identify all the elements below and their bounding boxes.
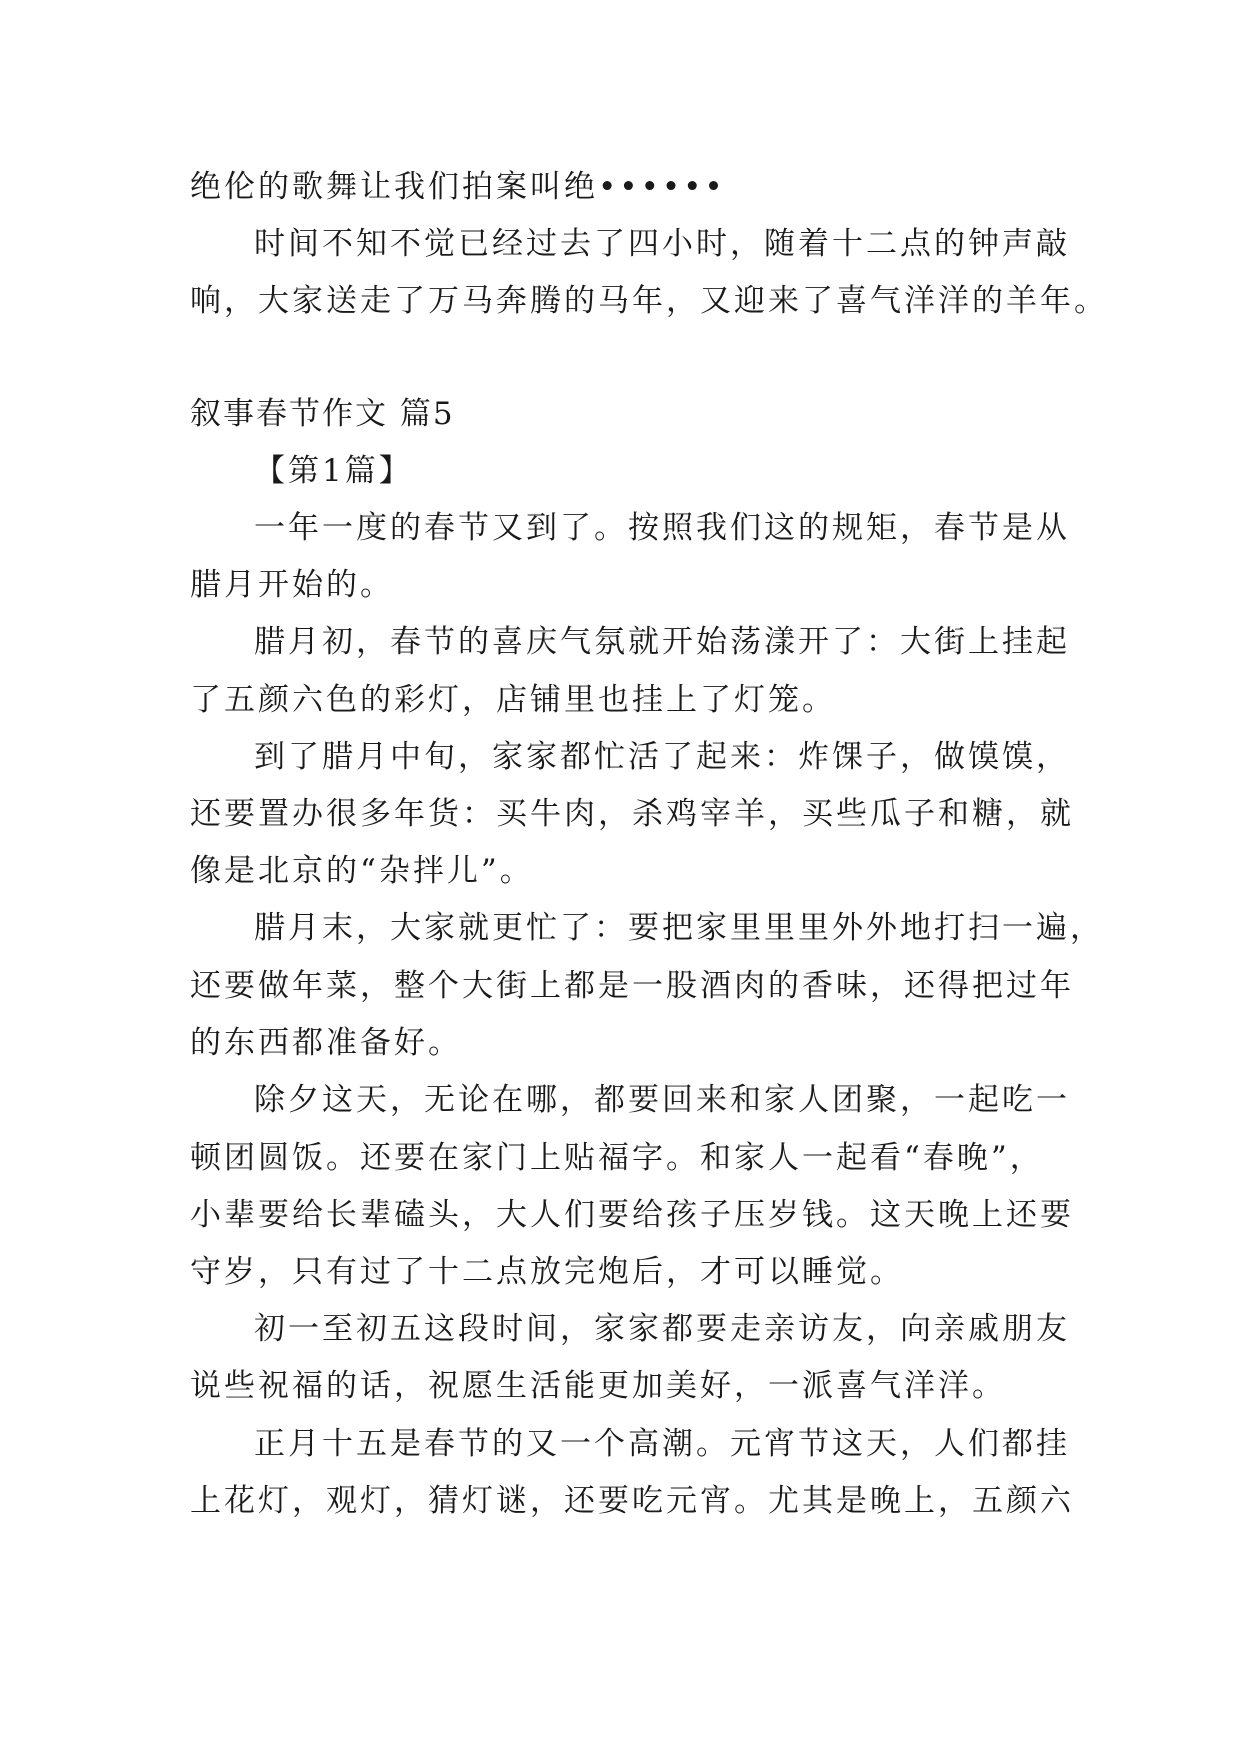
subsection-heading: 【第1篇】 [254,453,413,489]
paragraph-line: 的东西都准备好。 [190,1025,462,1061]
paragraph-line: 到了腊月中旬，家家都忙活了起来：炸馃子，做馍馍， [254,739,1070,775]
paragraph-line: 顿团圆饭。还要在家门上贴福字。和家人一起看“春晚”， [190,1140,1044,1176]
paragraph-line: 上花灯，观灯，猜灯谜，还要吃元宵。尤其是晚上，五颜六 [190,1483,1074,1519]
paragraph-line: 守岁，只有过了十二点放完炮后，才可以睡觉。 [190,1254,904,1290]
paragraph-line: 小辈要给长辈磕头，大人们要给孩子压岁钱。这天晚上还要 [190,1197,1074,1233]
paragraph-line: 说些祝福的话，祝愿生活能更加美好，一派喜气洋洋。 [190,1368,1006,1404]
section-heading: 叙事春节作文 篇5 [190,396,455,432]
paragraph-line: 除夕这天，无论在哪，都要回来和家人团聚，一起吃一 [254,1082,1070,1118]
paragraph-line: 像是北京的“杂拌儿”。 [190,853,534,889]
paragraph-line: 还要做年菜，整个大街上都是一股酒肉的香味，还得把过年 [190,968,1074,1004]
paragraph-line: 腊月末，大家就更忙了：要把家里里里外外地打扫一遍， [254,910,1104,946]
paragraph-line: 一年一度的春节又到了。按照我们这的规矩，春节是从 [254,510,1070,546]
paragraph-line: 还要置办很多年货：买牛肉，杀鸡宰羊，买些瓜子和糖，就 [190,796,1074,832]
paragraph-line: 腊月初，春节的喜庆气氛就开始荡漾开了：大街上挂起 [254,624,1070,660]
paragraph-line: 绝伦的歌舞让我们拍案叫绝•••••• [190,169,726,205]
paragraph-line: 正月十五是春节的又一个高潮。元宵节这天，人们都挂 [254,1426,1070,1462]
paragraph-line: 腊月开始的。 [190,567,394,603]
paragraph-line: 了五颜六色的彩灯，店铺里也挂上了灯笼。 [190,682,836,718]
paragraph-line: 时间不知不觉已经过去了四小时，随着十二点的钟声敲 [254,226,1070,262]
paragraph-line: 初一至初五这段时间，家家都要走亲访友，向亲戚朋友 [254,1311,1070,1347]
paragraph-line: 响，大家送走了万马奔腾的马年，又迎来了喜气洋洋的羊年。 [190,283,1108,319]
